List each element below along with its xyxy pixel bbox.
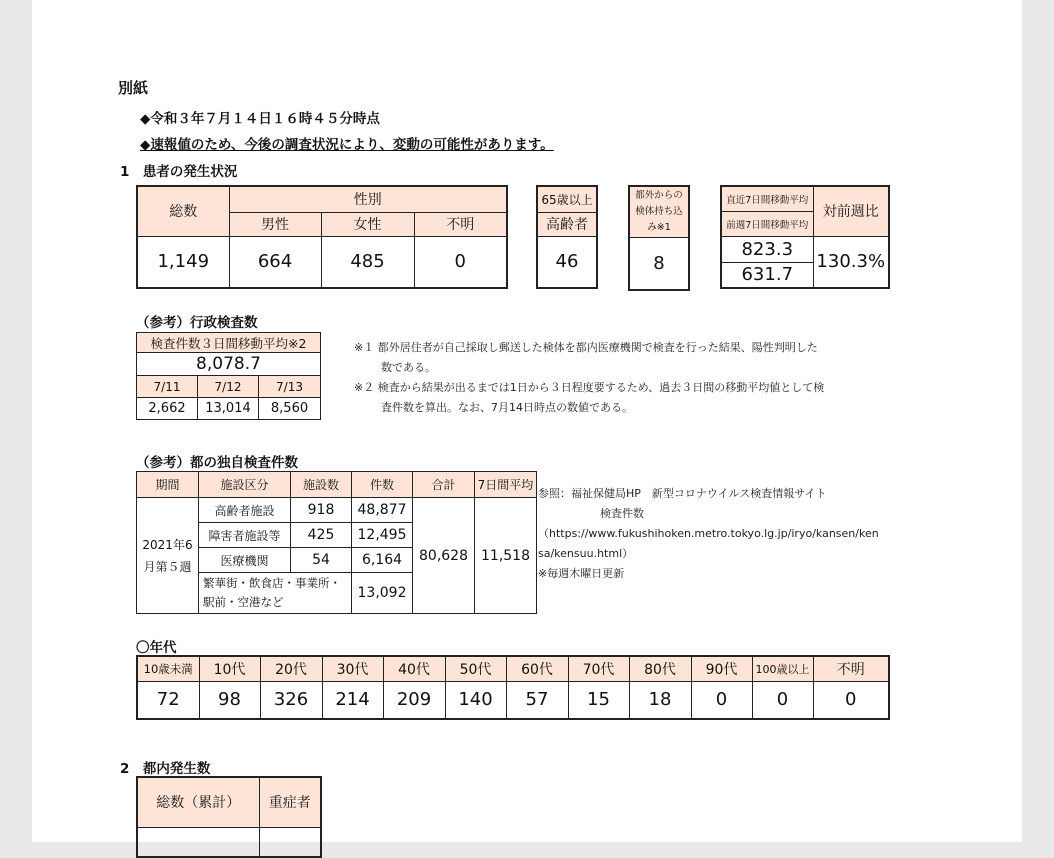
age-value: 326 — [260, 681, 322, 719]
note-2-line-2: 査件数を算出。なお、7月14日時点の数値である。 — [381, 401, 633, 414]
admin-date: 7/13 — [259, 376, 321, 398]
own-period-line-1: 2021年6 — [142, 537, 193, 552]
outside-value: 8 — [629, 238, 689, 290]
note-1-line-2: 数である。 — [381, 361, 436, 374]
own-category: 高齢者施設 — [199, 498, 291, 523]
age-label: 20代 — [260, 656, 322, 681]
moving-average-table — [720, 185, 890, 289]
age-value: 214 — [322, 681, 383, 719]
outside-label: 都外からの検体持ち込み※1 — [629, 186, 689, 238]
patient-summary-table — [136, 185, 508, 289]
own-facilities: 54 — [291, 548, 352, 573]
female-value: 485 — [321, 236, 414, 288]
admin-avg-label: 検査件数３日間移動平均※2 — [137, 333, 321, 353]
reference-block — [538, 484, 898, 584]
gender-label: 性別 — [229, 186, 507, 212]
avg-recent-label: 直近7日間移動平均 — [721, 186, 813, 211]
age-label: 不明 — [813, 656, 889, 681]
own-facilities: 425 — [291, 523, 352, 548]
own-avg7: 11,518 — [475, 498, 537, 614]
age-label: 90代 — [691, 656, 752, 681]
own-period-line-2: 月第５週 — [143, 559, 192, 574]
ages-heading: 〇年代 — [136, 640, 177, 656]
admin-count: 2,662 — [137, 398, 198, 420]
note-1-line-1: ※１ 都外居住者が自己採取し郵送した検体を都内医療機関で検査を行った結果、陽性判明した — [354, 341, 818, 354]
female-label: 女性 — [321, 212, 414, 236]
own-category-other — [199, 573, 352, 614]
age-value: 0 — [813, 681, 889, 719]
document-page — [32, 0, 1022, 842]
avg-recent-value: 823.3 — [721, 236, 813, 262]
timestamp-line: ◆令和３年７月１４日１６時４５分時点 — [140, 111, 380, 127]
ages-table — [136, 655, 890, 720]
severe-value — [259, 827, 321, 857]
elderly-table — [536, 185, 598, 289]
own-header: 期間 — [137, 472, 199, 498]
admin-date: 7/12 — [198, 376, 259, 398]
note-2-line-1: ※２ 検査から結果が出るまでは1日から３日程度要するため、過去３日間の移動平均値として検 — [354, 381, 825, 394]
reference-line-5: ※毎週木曜日更新 — [538, 567, 625, 580]
admin-avg-value: 8,078.7 — [137, 353, 321, 376]
age-label: 100歳以上 — [752, 656, 813, 681]
own-header: 施設数 — [291, 472, 352, 498]
ratio-label: 対前週比 — [813, 186, 889, 236]
ratio-value: 130.3% — [813, 236, 889, 288]
age-value: 15 — [568, 681, 629, 719]
elderly-label-2: 高齢者 — [537, 212, 597, 236]
age-value: 209 — [383, 681, 445, 719]
elderly-value: 46 — [537, 236, 597, 288]
own-count: 6,164 — [352, 548, 413, 573]
own-header: 合計 — [413, 472, 475, 498]
male-value: 664 — [229, 236, 321, 288]
admin-tests-heading: （参考）行政検査数 — [136, 315, 258, 331]
age-label: 10歳未満 — [137, 656, 199, 681]
reference-line-2: 検査件数 — [600, 507, 644, 520]
male-label: 男性 — [229, 212, 321, 236]
avg-prev-value: 631.7 — [721, 262, 813, 288]
own-count: 13,092 — [352, 573, 413, 614]
age-label: 50代 — [445, 656, 506, 681]
age-value: 140 — [445, 681, 506, 719]
age-label: 10代 — [199, 656, 260, 681]
elderly-label-1: 65歳以上 — [537, 186, 597, 212]
age-value: 18 — [629, 681, 691, 719]
unknown-label: 不明 — [414, 212, 507, 236]
own-header: 施設区分 — [199, 472, 291, 498]
doc-title: 別紙 — [118, 79, 149, 97]
reference-url-2[interactable]: sa/kensuu.html） — [538, 547, 634, 560]
own-tests-table — [136, 471, 537, 614]
age-label: 70代 — [568, 656, 629, 681]
own-count: 48,877 — [352, 498, 413, 523]
own-category-other-line-1: 繁華街・飲食店・事業所・ — [203, 576, 341, 590]
admin-count: 13,014 — [198, 398, 259, 420]
age-label: 40代 — [383, 656, 445, 681]
disclaimer-line: ◆速報値のため、今後の調査状況により、変動の可能性があります。 — [140, 137, 554, 153]
cumulative-total-label: 総数（累計） — [137, 777, 259, 827]
age-value: 98 — [199, 681, 260, 719]
occurrence-table — [136, 776, 322, 858]
total-value: 1,149 — [137, 236, 229, 288]
age-value: 57 — [506, 681, 568, 719]
age-label: 30代 — [322, 656, 383, 681]
own-period — [137, 498, 199, 614]
reference-line-1: 参照：福祉保健局HP 新型コロナウイルス検査情報サイト — [538, 487, 827, 500]
cumulative-total-value — [137, 827, 259, 857]
own-tests-heading: （参考）都の独自検査件数 — [136, 455, 298, 471]
age-label: 60代 — [506, 656, 568, 681]
note-1 — [354, 338, 824, 418]
own-category: 障害者施設等 — [199, 523, 291, 548]
admin-tests-table — [136, 332, 321, 420]
age-value: 0 — [691, 681, 752, 719]
severe-label: 重症者 — [259, 777, 321, 827]
outside-table — [628, 185, 690, 291]
reference-url-1[interactable]: （https://www.fukushihoken.metro.tokyo.lg.jp/iryo/kansen/ken — [538, 527, 879, 540]
total-label: 総数 — [137, 186, 229, 236]
own-header: 7日間平均 — [475, 472, 537, 498]
unknown-value: 0 — [414, 236, 507, 288]
age-value: 72 — [137, 681, 199, 719]
own-count: 12,495 — [352, 523, 413, 548]
own-facilities: 918 — [291, 498, 352, 523]
own-category-other-line-2: 駅前・空港など — [203, 595, 284, 609]
age-value: 0 — [752, 681, 813, 719]
own-category: 医療機関 — [199, 548, 291, 573]
own-header: 件数 — [352, 472, 413, 498]
section1-heading: 1 患者の発生状況 — [120, 164, 238, 180]
admin-date: 7/11 — [137, 376, 198, 398]
age-label: 80代 — [629, 656, 691, 681]
admin-count: 8,560 — [259, 398, 321, 420]
own-total: 80,628 — [413, 498, 475, 614]
section2-heading: 2 都内発生数 — [120, 761, 211, 777]
avg-prev-label: 前週7日間移動平均 — [721, 211, 813, 236]
